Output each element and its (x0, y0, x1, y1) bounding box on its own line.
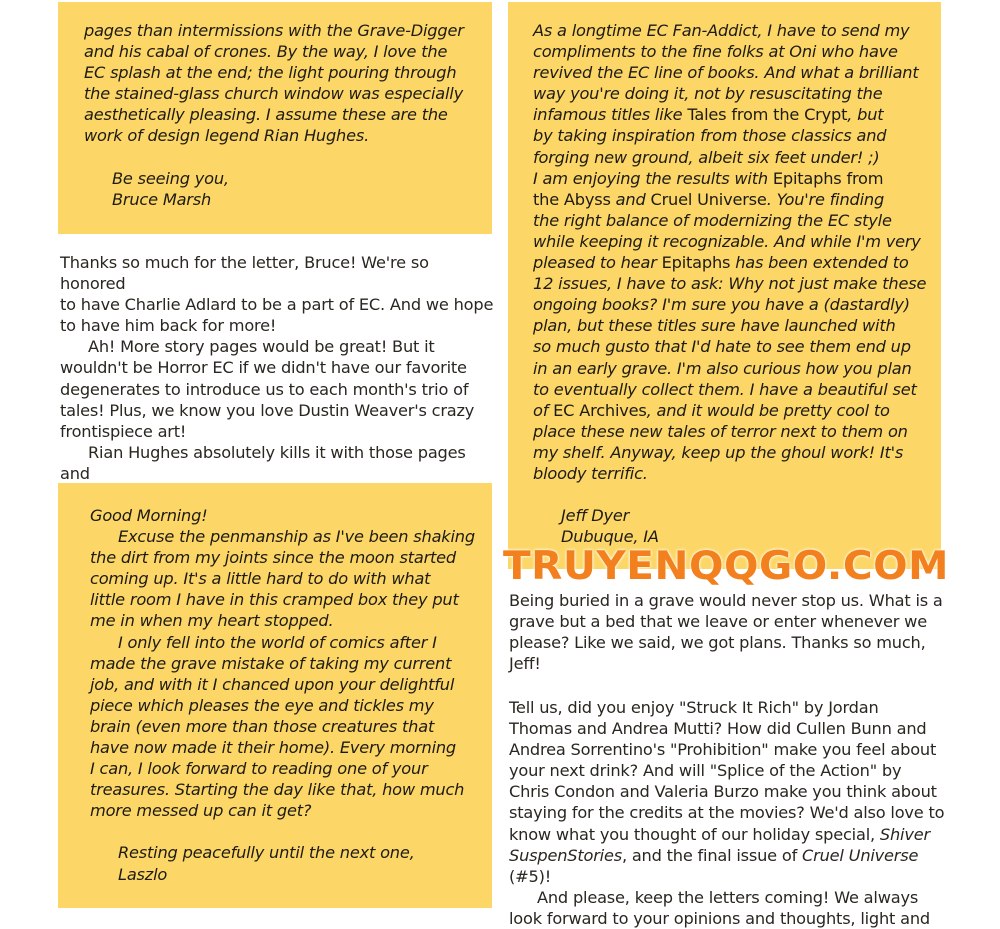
letter-line: by taking inspiration from those classics and (533, 126, 887, 146)
letter-line: so much gusto that I'd hate to see them end up (533, 337, 911, 357)
letter-line: while keeping it recognizable. And while I'm very (533, 231, 921, 251)
letter-author: Laszlo (118, 864, 168, 884)
closing-editorial (509, 697, 954, 929)
book-title: Cruel Universe (802, 845, 919, 865)
letter-line: the right balance of modernizing the EC style (533, 210, 892, 230)
letter-line: forging new ground, albeit six feet under! ;) (533, 147, 880, 167)
reply-line (509, 824, 954, 845)
letter-signoff: Be seeing you, (112, 168, 229, 188)
book-title: Epitaphs (661, 253, 731, 273)
book-title: EC Archives (553, 400, 647, 420)
letter-line: job, and with it I chanced upon your delightful (90, 674, 455, 694)
reply-to-jeff (509, 590, 954, 674)
letter-line: aesthetically pleasing. I assume these are the (84, 105, 448, 125)
text-run: infamous titles like (533, 105, 688, 125)
text-run: I am enjoying the results with (533, 168, 773, 188)
letter-box-bruce-marsh (58, 2, 492, 234)
book-title: SuspenStories (509, 845, 622, 865)
book-title: Tales from the Crypt (687, 105, 848, 125)
letter-line: As a longtime EC Fan-Addict, I have to send my (533, 21, 910, 40)
text-run: pleased to hear (533, 253, 662, 273)
letter-line: way you're doing it, not by resuscitating the (533, 84, 883, 104)
letter-line: 12 issues, I have to ask: Why not just make these (533, 274, 927, 294)
book-title: Cruel Universe (650, 189, 767, 209)
letter-line (533, 400, 941, 421)
text-run: , and it would be pretty cool to (646, 400, 890, 420)
book-title: Shiver (879, 824, 930, 844)
letter-box-laszlo (58, 483, 492, 908)
letter-author: Jeff Dyer (561, 506, 630, 526)
text-run: has been extended to (730, 253, 909, 273)
letter-line: plan, but these titles sure have launched with (533, 316, 896, 336)
reply-line: Being buried in a grave would never stop us. What is a (509, 591, 943, 610)
letter-author: Bruce Marsh (112, 189, 212, 209)
reply-line: Thomas and Andrea Mutti? How did Cullen Bunn and (509, 719, 927, 739)
letter-line (533, 104, 941, 125)
text-run: and (610, 189, 651, 209)
letter-location: Dubuque, IA (561, 527, 659, 547)
reply-line: Ah! More story pages would be great! But it (88, 337, 435, 357)
letter-line: the dirt from my joints since the moon started (90, 548, 457, 568)
letter-line: in an early grave. I'm also curious how you plan (533, 358, 912, 378)
letter-line (533, 168, 941, 189)
letter-line: more messed up can it get? (90, 801, 312, 821)
letter-line: ongoing books? I'm sure you have a (dastardly) (533, 295, 910, 315)
text-run: know what you thought of our holiday special, (509, 824, 880, 844)
reply-line: your next drink? And will "Splice of the Action" by (509, 761, 902, 781)
letter-line: piece which pleases the eye and tickles my (90, 695, 434, 715)
watermark-logo: TRUYENQQGO.COM (503, 544, 949, 589)
letter-line: place these new tales of terror next to them on (533, 421, 908, 441)
letter-line: coming up. It's a little hard to do with what (90, 569, 431, 589)
text-run: , but (847, 105, 884, 125)
book-title: Epitaphs from (772, 168, 884, 188)
reply-line (509, 845, 954, 887)
book-title: the Abyss (533, 189, 611, 209)
letter-line: compliments to the fine folks at Oni who have (533, 42, 898, 62)
letter-line: I only fell into the world of comics after I (118, 632, 437, 652)
letter-line (533, 252, 941, 273)
letter-signoff: Resting peacefully until the next one, (118, 843, 415, 863)
reply-line: Tell us, did you enjoy "Struck It Rich" by Jordan (509, 698, 879, 717)
reply-line: Rian Hughes absolutely kills it with those pages and (60, 442, 466, 483)
reply-line: wouldn't be Horror EC if we didn't have our favorite (60, 358, 467, 378)
letter-line: EC splash at the end; the light pouring through (84, 63, 457, 83)
reply-to-bruce (60, 252, 496, 505)
letter-line: my shelf. Anyway, keep up the ghoul work! It's (533, 442, 904, 462)
reply-line: to have Charlie Adlard to be a part of EC. And we hope (60, 295, 494, 315)
reply-line: Chris Condon and Valeria Burzo make you think about (509, 782, 937, 802)
letter-line: me in when my heart stopped. (90, 611, 334, 631)
reply-line: And please, keep the letters coming! We always (537, 887, 919, 907)
letter-box-jeff-dyer (508, 2, 941, 569)
text-run: (#5)! (509, 866, 551, 886)
letter-line: bloody terrific. (533, 463, 648, 483)
letter-greeting: Good Morning! (90, 506, 208, 525)
letter-line: and his cabal of crones. By the way, I love the (84, 42, 448, 62)
reply-line: to have him back for more! (60, 316, 277, 336)
letter-line: I can, I look forward to reading one of your (90, 759, 428, 779)
letter-line: made the grave mistake of taking my current (90, 653, 452, 673)
letter-line: revived the EC line of books. And what a brilliant (533, 63, 919, 83)
reply-line: degenerates to introduce us to each month's trio of (60, 379, 469, 399)
text-run: , and the final issue of (621, 845, 803, 865)
letter-line: the stained-glass church window was especially (84, 84, 463, 104)
text-run: . You're finding (766, 189, 885, 209)
reply-line: Thanks so much for the letter, Bruce! We're so honored (60, 253, 429, 294)
reply-line: tales! Plus, we know you love Dustin Weaver's crazy (60, 400, 475, 420)
letter-line: have now made it their home). Every morning (90, 738, 456, 758)
letter-line (533, 189, 941, 210)
letter-line: pages than intermissions with the Grave-Digger (84, 21, 464, 40)
reply-line: frontispiece art! (60, 421, 187, 441)
reply-line: grave but a bed that we leave or enter whenever we (509, 612, 927, 632)
reply-line: Andrea Sorrentino's "Prohibition" make you feel about (509, 740, 937, 760)
reply-line: look forward to your opinions and thoughts, light and (509, 908, 931, 928)
letter-line: Excuse the penmanship as I've been shaking (118, 527, 475, 547)
reply-line: please? Like we said, we got plans. Thanks so much, Jeff! (509, 633, 926, 674)
letter-line: brain (even more than those creatures that (90, 716, 435, 736)
letter-line: to eventually collect them. I have a beautiful set (533, 379, 917, 399)
letter-line: treasures. Starting the day like that, how much (90, 780, 465, 800)
text-run: of (533, 400, 554, 420)
reply-line: staying for the credits at the movies? We'd also love to (509, 803, 945, 823)
letter-line: work of design legend Rian Hughes. (84, 126, 370, 146)
letter-line: little room I have in this cramped box they put (90, 590, 459, 610)
